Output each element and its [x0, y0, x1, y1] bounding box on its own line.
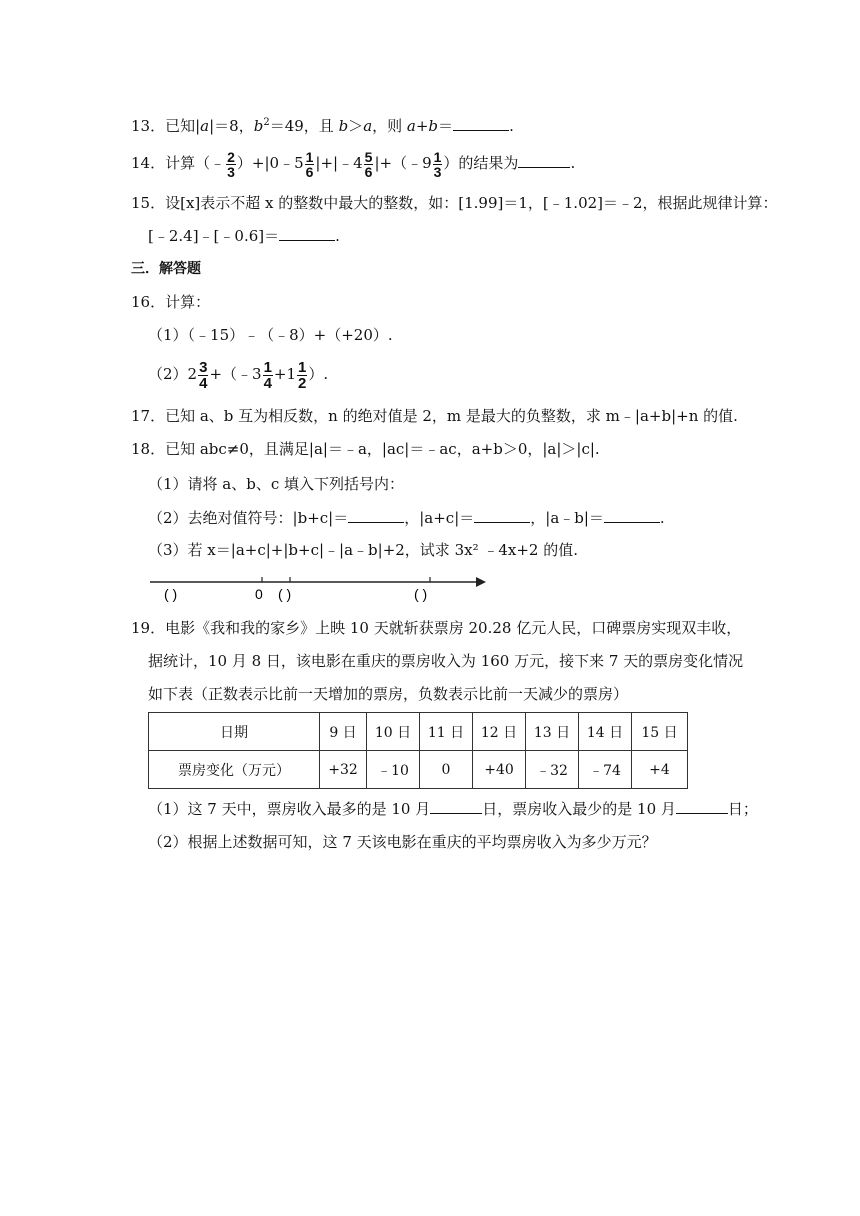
table-row: 日期 9 日 10 日 11 日 12 日 13 日 14 日 15 日 [149, 713, 688, 751]
answer-blank[interactable] [279, 226, 335, 241]
arrow-head-icon [476, 577, 486, 587]
bracket-right: ( ) [414, 586, 428, 602]
fraction: $\frac{1}{6}$ [305, 148, 314, 180]
question-16-part-2: （2）2 $\frac{3}{4}$ +（﹣3 $\frac{1}{4}$ +1 $\frac{1}{2}$ ）. [148, 358, 329, 392]
question-18-part-3: （3）若 x＝|a+c|+|b+c|﹣|a﹣b|+2，试求 3x² ﹣4x+2 的值. [148, 541, 579, 559]
answer-blank[interactable] [604, 508, 660, 523]
bracket-middle: ( ) [278, 586, 292, 602]
question-18: 18．已知 abc≠0，且满足|a|＝﹣a，|ac|＝﹣ac，a+b＞0，|a|＞|c|. [131, 440, 600, 458]
fraction: $\frac{1}{2}$ [298, 358, 307, 392]
answer-blank[interactable] [474, 508, 530, 523]
question-13: 13．已知|a|＝8，$b^2=49$，且 b＞a，则 a+b＝ . [131, 117, 514, 135]
question-15-line-1: 15．设[x]表示不超 x 的整数中最大的整数，如：[1.99]＝1，[﹣1.02]＝﹣2，根据此规律计算： [131, 194, 778, 212]
zero-label: 0 [255, 586, 263, 602]
question-14: 14．计算（﹣ $\frac{2}{3}$ ）+|0﹣5 $\frac{1}{6}$ |+|﹣4 $\frac{5}{6}$ |+（﹣9 $\frac{1}{3}$ ）的结果为 . [131, 148, 576, 180]
question-18-part-1: （1）请将 a、b、c 填入下列括号内： [148, 475, 405, 493]
answer-blank[interactable] [348, 508, 404, 523]
bracket-left: ( ) [164, 586, 178, 602]
question-19-line-2: 据统计，10 月 8 日，该电影在重庆的票房收入为 160 万元，接下来 7 天的票房变化情况 [148, 652, 744, 670]
question-19-line-1: 19．电影《我和我的家乡》上映 10 天就斩获票房 20.28 亿元人民，口碑票房实现双丰收， [131, 619, 742, 637]
question-18-part-2: （2）去绝对值符号：|b+c|＝ ，|a+c|＝ ，|a﹣b|＝ . [148, 509, 665, 527]
answer-blank[interactable] [518, 153, 570, 168]
section-heading: 三．解答题 [131, 261, 201, 277]
question-19-part-1: （1）这 7 天中，票房收入最多的是 10 月 日，票房收入最少的是 10 月 日； [148, 800, 758, 818]
question-15-line-2: [﹣2.4]﹣[﹣0.6]＝ . [148, 227, 340, 245]
fraction: $\frac{5}{6}$ [364, 148, 373, 180]
fraction: $\frac{1}{4}$ [263, 358, 272, 392]
question-16-part-1: （1）（﹣15）﹣（﹣8）+（+20）. [148, 326, 393, 344]
question-17: 17．已知 a、b 互为相反数，n 的绝对值是 2，m 是最大的负整数，求 m﹣|a+b|+n 的值. [131, 407, 738, 425]
table-row: 票房变化（万元） +32 ﹣10 0 +40 ﹣32 ﹣74 +4 [149, 751, 688, 789]
number-line [150, 572, 490, 604]
question-16: 16．计算： [131, 293, 211, 311]
box-office-table [148, 712, 688, 789]
fraction: $\frac{1}{3}$ [433, 148, 442, 180]
answer-blank[interactable] [430, 799, 482, 814]
fraction: $\frac{3}{4}$ [199, 358, 208, 392]
answer-blank[interactable] [676, 799, 728, 814]
answer-blank[interactable] [453, 116, 509, 131]
question-19-line-3: 如下表（正数表示比前一天增加的票房，负数表示比前一天减少的票房） [148, 685, 629, 703]
fraction: $\frac{2}{3}$ [227, 148, 235, 180]
question-19-part-2: （2）根据上述数据可知，这 7 天该电影在重庆的平均票房收入为多少万元？ [148, 833, 657, 851]
